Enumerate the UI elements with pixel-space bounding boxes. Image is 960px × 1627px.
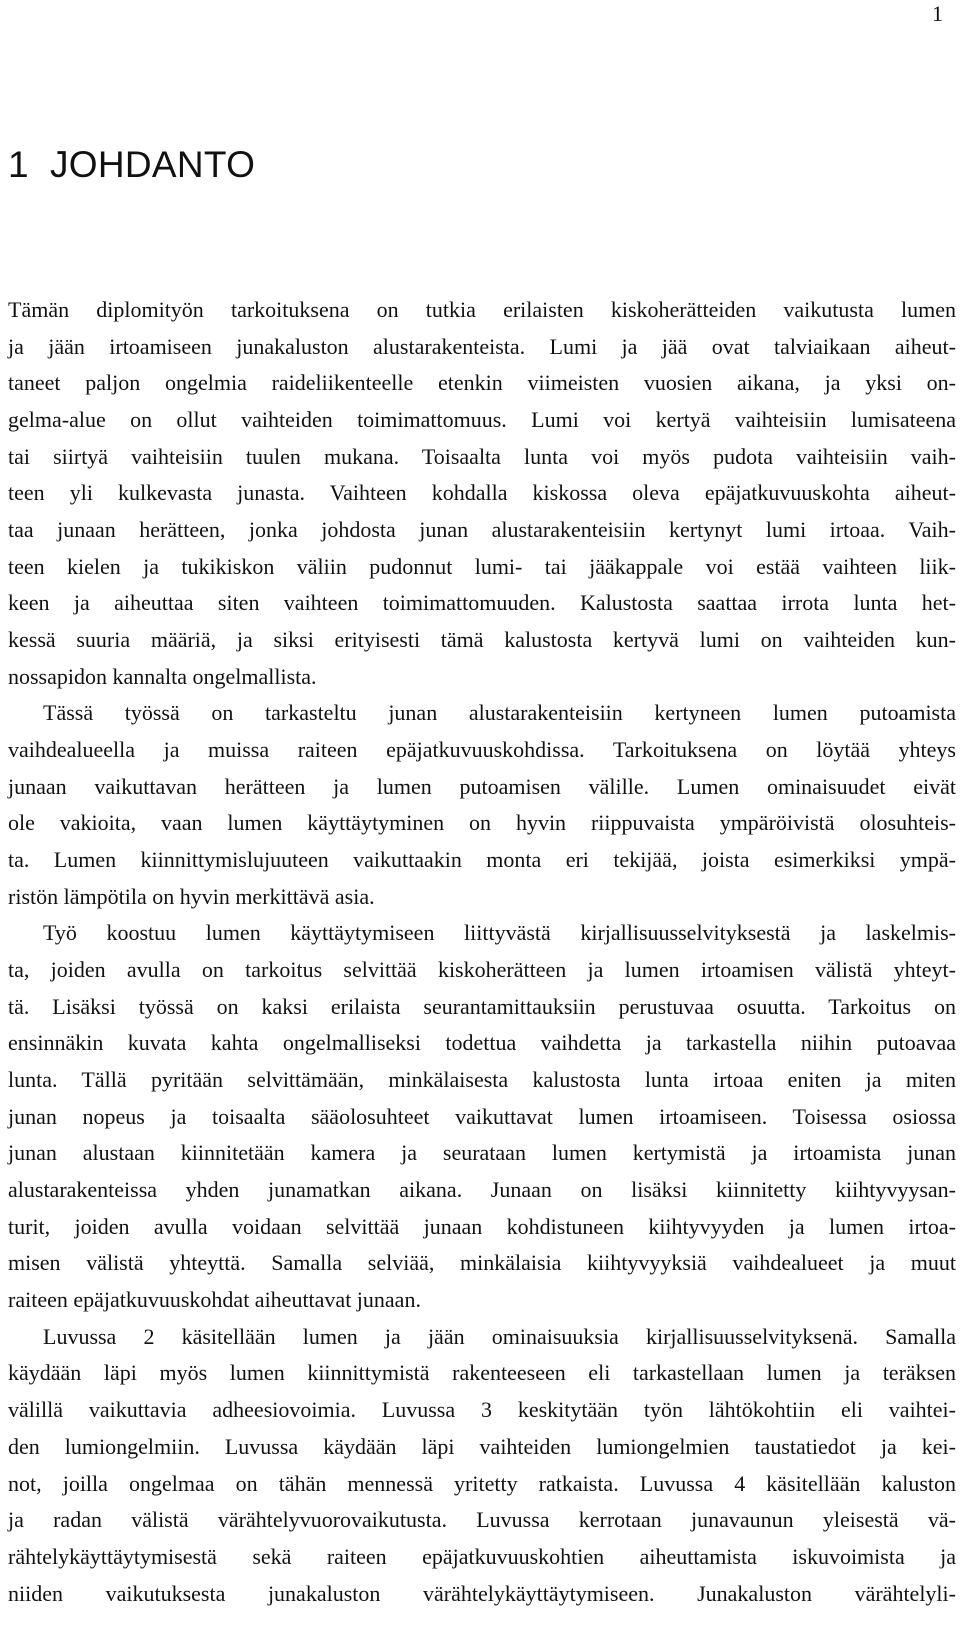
chapter-number: 1 xyxy=(8,144,29,185)
text-line: tai siirtyä vaihteisiin tuulen mukana. Toisaalta lunta voi myös pudota vaihteisiin vaih- xyxy=(8,443,956,469)
text-line: gelma-alue on ollut vaihteiden toimimattomuus. Lumi voi kertyä vaihteisiin lumisateena xyxy=(8,407,956,433)
page-number: 1 xyxy=(932,1,943,26)
text-line: junan alustaan kiinnitetään kamera ja seurataan lumen kertymistä ja irtoamista junan xyxy=(8,1140,956,1166)
text-line: ja jään irtoamiseen junakaluston alustarakenteista. Lumi ja jää ovat talviaikaan aiheut- xyxy=(8,333,956,359)
paragraph xyxy=(8,1319,956,1612)
text-line: ta. Lumen kiinnittymislujuuteen vaikuttaakin monta eri tekijää, joista esimerkiksi ympä- xyxy=(8,847,956,873)
text-line: kessä suuria määriä, ja siksi erityisesti tämä kalustosta kertyvä lumi on vaihteiden kun- xyxy=(8,627,956,653)
text-line: Työ koostuu lumen käyttäytymiseen liittyvästä kirjallisuusselvityksestä ja laskelmis- xyxy=(43,920,956,946)
text-line: alustarakenteissa yhden junamatkan aikana. Junaan on lisäksi kiinnitetty kiihtyvyysan- xyxy=(8,1177,956,1203)
text-line: lunta. Tällä pyritään selvittämään, minkälaisesta kalustosta lunta irtoaa eniten ja miten xyxy=(8,1067,956,1093)
text-line: ensinnäkin kuvata kahta ongelmalliseksi todettua vaihdetta ja tarkastella niihin putoavaa xyxy=(8,1030,956,1056)
text-line: keen ja aiheuttaa siten vaihteen toimimattomuuden. Kalustosta saattaa irrota lunta het- xyxy=(8,590,956,616)
text-line: taneet paljon ongelmia raideliikenteelle etenkin viimeisten vuosien aikana, ja yksi on- xyxy=(8,370,956,396)
paragraph xyxy=(8,915,956,1318)
text-line: välillä vaikuttavia adheesiovoimia. Luvussa 3 keskitytään työn lähtökohtiin eli vaihtei- xyxy=(8,1397,956,1423)
text-line: Luvussa 2 käsitellään lumen ja jään ominaisuuksia kirjallisuusselvityksenä. Samalla xyxy=(43,1323,956,1349)
text-line: turit, joiden avulla voidaan selvittää junaan kohdistuneen kiihtyvyyden ja lumen irtoa- xyxy=(8,1213,956,1239)
text-line: teen yli kulkevasta junasta. Vaihteen kohdalla kiskossa oleva epäjatkuvuuskohta aiheut- xyxy=(8,480,956,506)
text-line: nossapidon kannalta ongelmallista. xyxy=(8,663,317,689)
text-line: taa junaan herätteen, jonka johdosta junan alustarakenteisiin kertynyt lumi irtoaa. Vaih- xyxy=(8,517,956,543)
text-line: not, joilla ongelmaa on tähän mennessä yritetty ratkaista. Luvussa 4 käsitellään kaluston xyxy=(8,1470,956,1496)
text-line: ristön lämpötila on hyvin merkittävä asia. xyxy=(8,883,375,909)
text-line: ta, joiden avulla on tarkoitus selvittää kiskoherätteen ja lumen irtoamisen välistä yhteyt- xyxy=(8,957,956,983)
text-line: teen kielen ja tukikiskon väliin pudonnut lumi- tai jääkappale voi estää vaihteen liik- xyxy=(8,553,956,579)
text-line: Tässä työssä on tarkasteltu junan alustarakenteisiin kertyneen lumen putoamista xyxy=(43,700,956,726)
text-line: niiden vaikutuksesta junakaluston värähtelykäyttäytymiseen. Junakaluston värähtelyli- xyxy=(8,1580,956,1606)
chapter-title: JOHDANTO xyxy=(50,144,256,185)
text-line: ja radan välistä värähtelyvuorovaikutusta. Luvussa kerrotaan junavaunun yleisestä vä- xyxy=(8,1507,956,1533)
text-line: rähtelykäyttäytymisestä sekä raiteen epäjatkuvuuskohtien aiheuttamista iskuvoimista ja xyxy=(8,1543,956,1569)
chapter-heading xyxy=(8,143,255,187)
body-text xyxy=(8,292,956,1612)
text-line: vaihdealueella ja muissa raiteen epäjatkuvuuskohdissa. Tarkoituksena on löytää yhteys xyxy=(8,737,956,763)
text-line: misen välistä yhteyttä. Samalla selviää, minkälaisia kiihtyvyyksiä vaihdealueet ja muut xyxy=(8,1250,956,1276)
text-line: den lumiongelmiin. Luvussa käydään läpi vaihteiden lumiongelmien taustatiedot ja kei- xyxy=(8,1433,956,1459)
text-line: junaan vaikuttavan herätteen ja lumen putoamisen välille. Lumen ominaisuudet eivät xyxy=(8,773,956,799)
text-line: Tämän diplomityön tarkoituksena on tutkia erilaisten kiskoherätteiden vaikutusta lumen xyxy=(8,297,956,322)
paragraph xyxy=(8,292,956,695)
paragraph xyxy=(8,695,956,915)
text-line: tä. Lisäksi työssä on kaksi erilaista seurantamittauksiin perustuvaa osuutta. Tarkoitus on xyxy=(8,993,956,1019)
text-line: raiteen epäjatkuvuuskohdat aiheuttavat junaan. xyxy=(8,1287,421,1313)
text-line: ole vakioita, vaan lumen käyttäytyminen on hyvin riippuvaista ympäröivistä olosuhteis- xyxy=(8,810,956,836)
text-line: käydään läpi myös lumen kiinnittymistä rakenteeseen eli tarkastellaan lumen ja teräksen xyxy=(8,1360,956,1386)
text-line: junan nopeus ja toisaalta sääolosuhteet vaikuttavat lumen irtoamiseen. Toisessa osiossa xyxy=(8,1103,956,1129)
